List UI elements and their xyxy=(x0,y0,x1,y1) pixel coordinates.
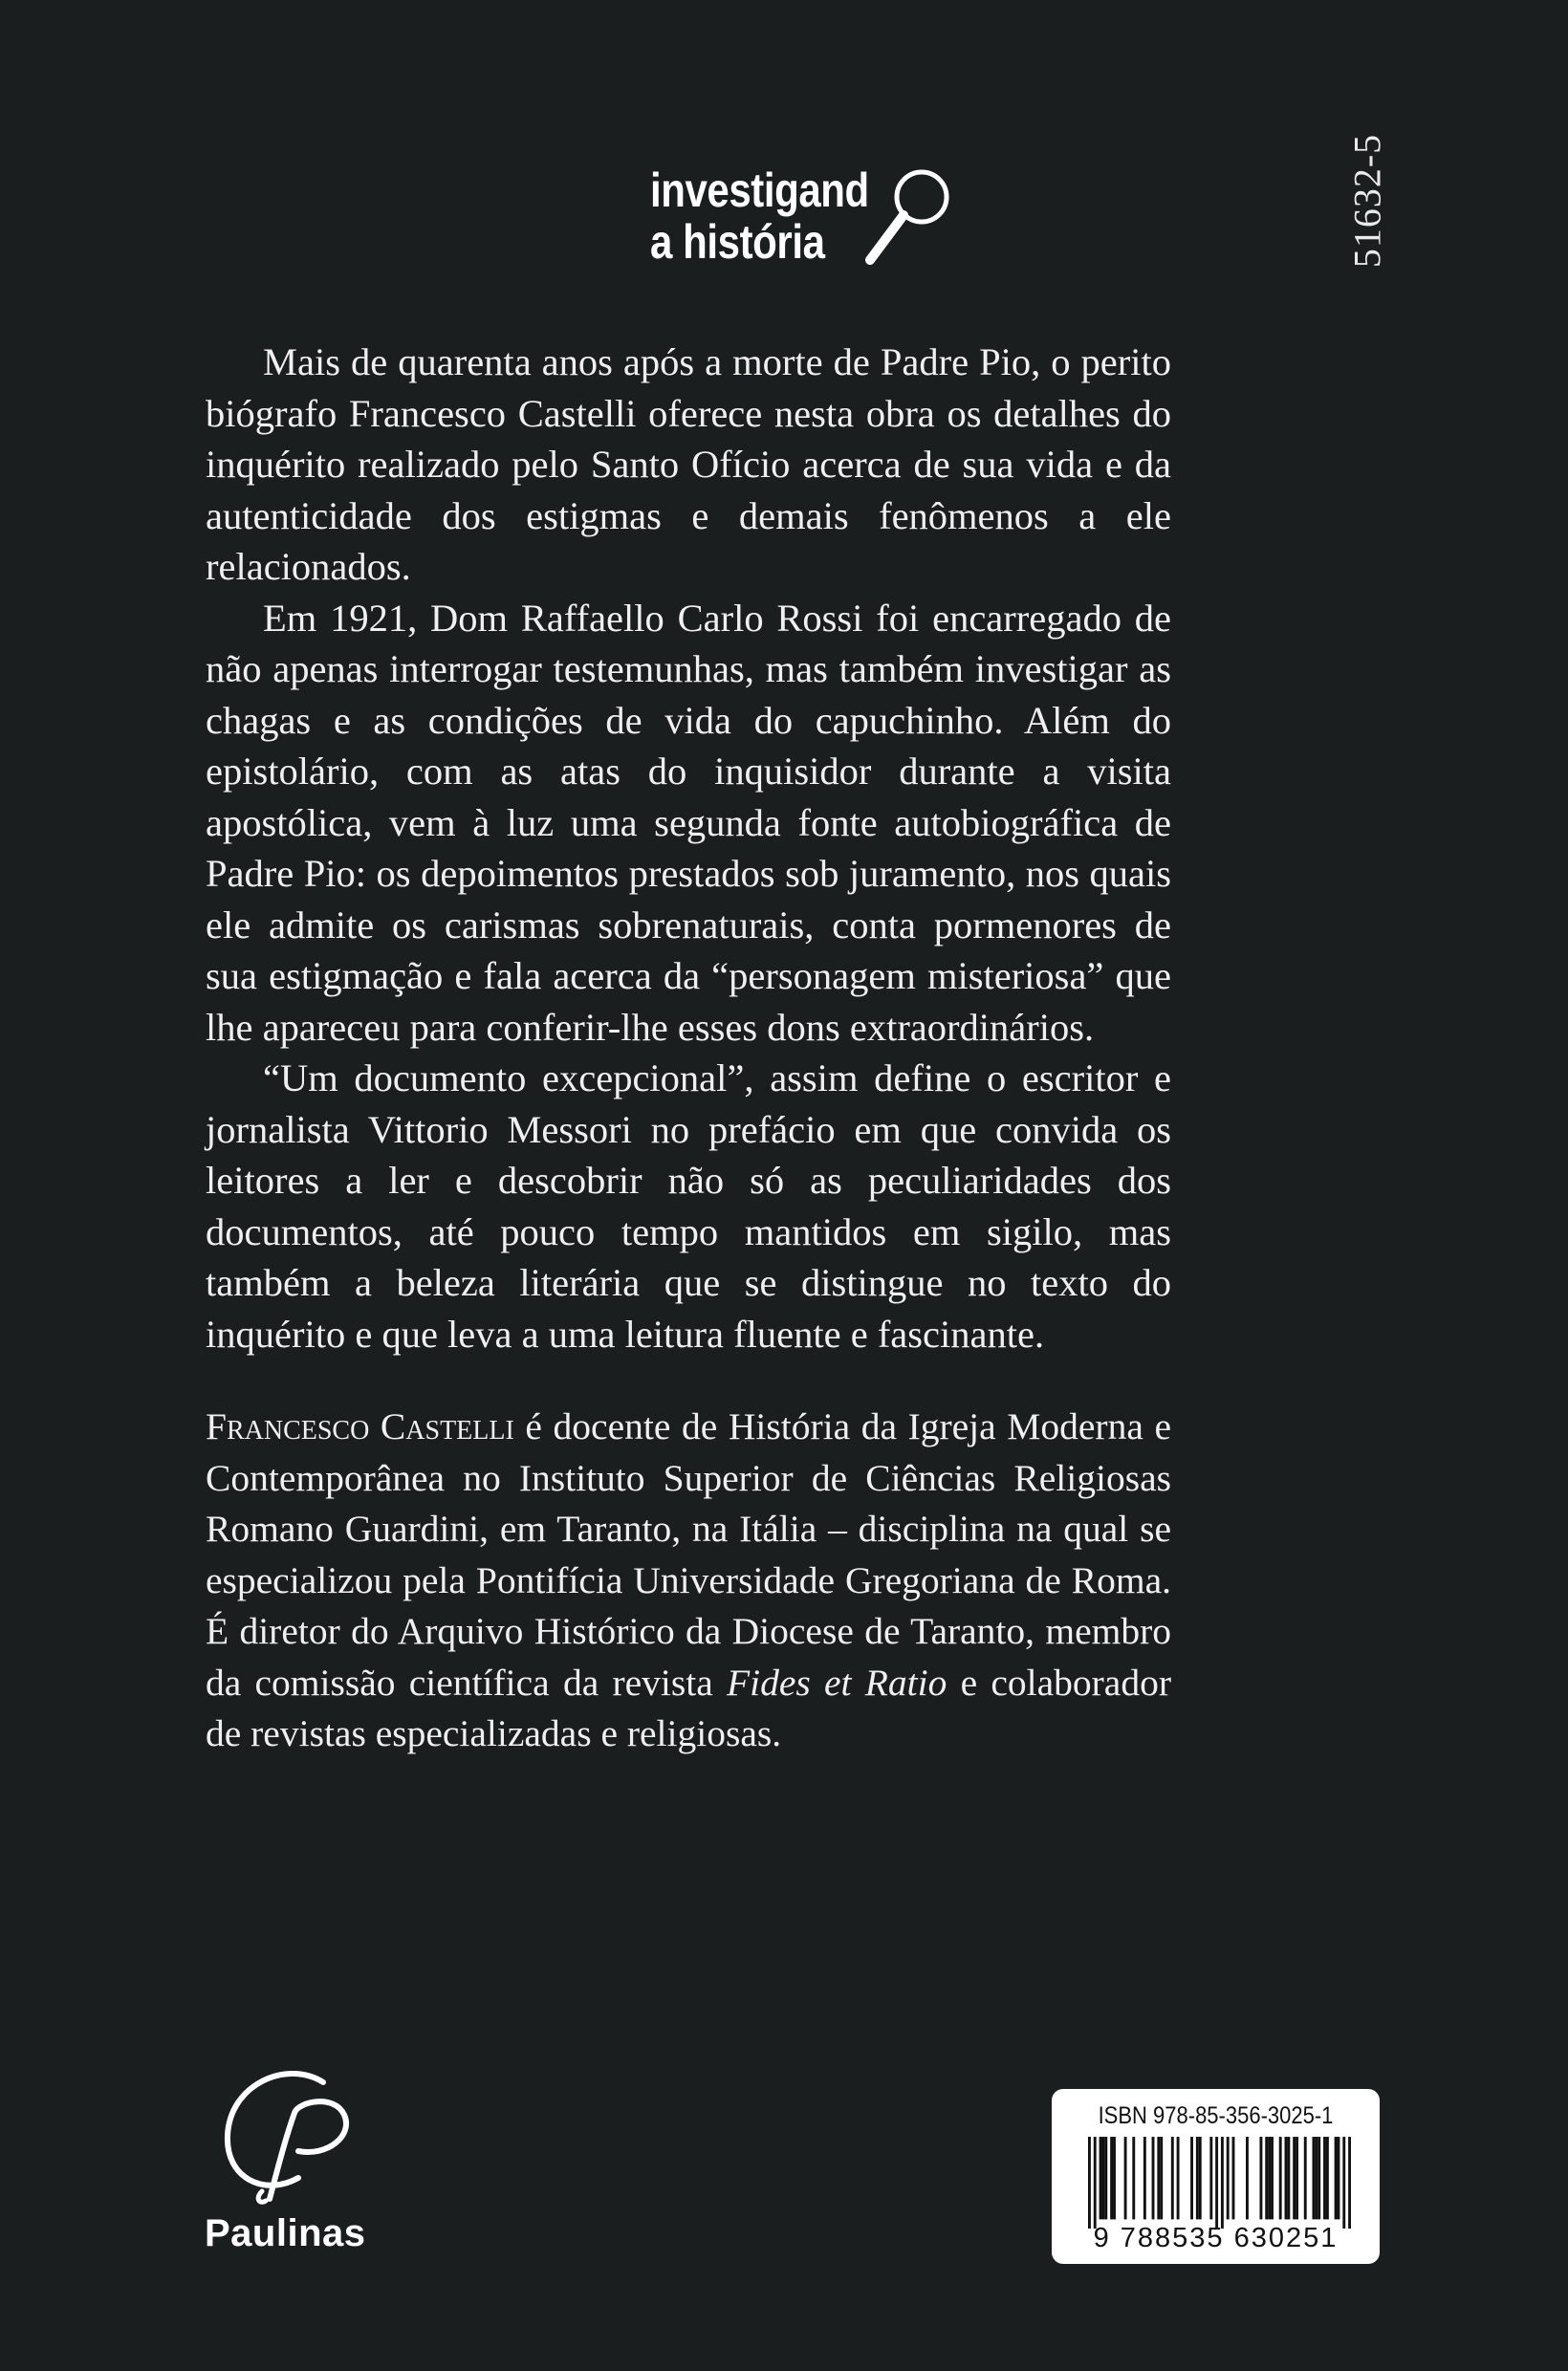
barcode-bar xyxy=(1088,2137,1091,2229)
magnifying-glass-icon xyxy=(859,161,964,275)
barcode-bar xyxy=(1285,2137,1288,2219)
author-name: Francesco Castelli xyxy=(206,1405,514,1447)
barcode-bar xyxy=(1124,2137,1127,2219)
publisher-name: Paulinas xyxy=(205,2212,366,2254)
barcode-bar xyxy=(1232,2137,1235,2219)
barcode-bar xyxy=(1157,2137,1160,2219)
barcode-bar xyxy=(1342,2137,1345,2229)
author-bio-text-1: é docente de História da Igreja Moderna e Contemporânea no Instituto Superior de Ciências Religiosas Romano Guardini, em Taranto, na Itália – disciplina na qual se especializou pela Pontifícia Universidade Gregoriana de Roma. É diretor do Arquivo Histórico da Diocese de Taranto, membro da comissão científica da revista xyxy=(206,1405,1171,1704)
barcode-bar xyxy=(1271,2137,1274,2219)
synopsis-paragraph-2: Em 1921, Dom Raffaello Carlo Rossi foi encarregado de não apenas interrogar testemunhas, mas também investigar as chagas e as condições de vida do capuchinho. Além do epistolário, com as atas do inquisidor durante a visita apostólica, vem à luz uma segunda fonte autobiográfica de Padre Pio: os depoimentos prestados sob juramento, nos quais ele admite os carismas sobrenaturais, conta pormenores de sua estigmação e fala acerca da “personagem misteriosa” que lhe apareceu para conferir-lhe esses dons extraordinários. xyxy=(206,596,1171,1049)
barcode-bar xyxy=(1209,2137,1212,2219)
barcode-bar xyxy=(1318,2137,1320,2219)
author-bio-text-2: e colaborador de revistas especializadas e religiosas. xyxy=(206,1661,1171,1754)
isbn-label: ISBN 978-85-356-3025-1 xyxy=(1098,2102,1334,2129)
author-bio xyxy=(206,1402,1171,1760)
barcode-bar xyxy=(1190,2137,1193,2219)
barcode-digits: 9 788535 630251 xyxy=(1093,2223,1339,2253)
barcode-bar xyxy=(1227,2137,1230,2219)
barcode-bar xyxy=(1323,2137,1326,2219)
barcode-bar xyxy=(1196,2137,1199,2219)
barcode-bar xyxy=(1094,2137,1097,2229)
journal-title: Fides et Ratio xyxy=(727,1661,947,1704)
synopsis-paragraph-1: Mais de quarenta anos após a morte de Padre Pio, o perito biógrafo Francesco Castelli oferece nesta obra os detalhes do inquérito realizado pelo Santo Ofício acerca de sua vida e da autenticidade dos estigmas e demais fenômenos a ele relacionados. xyxy=(206,340,1171,588)
barcode-bar xyxy=(1143,2137,1146,2219)
barcode-bar xyxy=(1110,2137,1113,2219)
barcode-bar xyxy=(1113,2137,1116,2219)
barcode-bar xyxy=(1152,2137,1155,2219)
barcode-bar xyxy=(1100,2137,1102,2219)
spine-code-text: 51632-5 xyxy=(1345,133,1389,269)
barcode-bar xyxy=(1315,2137,1318,2219)
barcode-bar xyxy=(1199,2137,1202,2219)
barcode-bar xyxy=(1293,2137,1296,2219)
barcode-bar xyxy=(1287,2137,1290,2219)
barcode-bar xyxy=(1259,2137,1262,2219)
barcode-bar xyxy=(1296,2137,1298,2219)
isbn-barcode xyxy=(1052,2089,1380,2264)
barcode-bar xyxy=(1160,2137,1163,2219)
barcode-bar xyxy=(1132,2137,1135,2219)
barcode-bar xyxy=(1348,2137,1351,2229)
barcode-bar xyxy=(1215,2137,1218,2229)
barcode-bar xyxy=(1104,2137,1107,2219)
barcode-bar xyxy=(1326,2137,1329,2219)
barcode-bar xyxy=(1335,2137,1338,2219)
paulinas-logo-icon xyxy=(210,2065,363,2208)
synopsis-paragraph-3: “Um documento excepcional”, assim define o escritor e jornalista Vittorio Messori no prefácio em que convida os leitores a ler e descobrir não só as peculiaridades dos documentos, até pouco tempo mantidos em sigilo, mas também a beleza literária que se distingue no texto do inquérito e que leva a uma leitura fluente e fascinante. xyxy=(206,1056,1171,1356)
barcode-bar xyxy=(1171,2137,1174,2219)
series-logo xyxy=(650,161,956,275)
spine-code xyxy=(1339,105,1396,296)
author-bio-paragraph xyxy=(206,1402,1171,1760)
barcode-bar xyxy=(1177,2137,1180,2219)
barcode-bar xyxy=(1221,2137,1224,2229)
barcode-bar xyxy=(1279,2137,1282,2219)
barcode-bar xyxy=(1265,2137,1268,2219)
barcode-bars xyxy=(1088,2137,1351,2229)
barcode-bar xyxy=(1246,2137,1249,2219)
publisher-logo xyxy=(191,2065,382,2266)
barcode-bar xyxy=(1101,2137,1104,2219)
series-title-line-2: a história xyxy=(650,215,825,269)
barcode-bar xyxy=(1304,2137,1307,2219)
synopsis xyxy=(206,337,1171,1360)
barcode-bar xyxy=(1312,2137,1315,2219)
barcode-bar xyxy=(1268,2137,1271,2219)
barcode-bar xyxy=(1338,2137,1340,2219)
series-title-line-1: investigand xyxy=(650,163,869,217)
